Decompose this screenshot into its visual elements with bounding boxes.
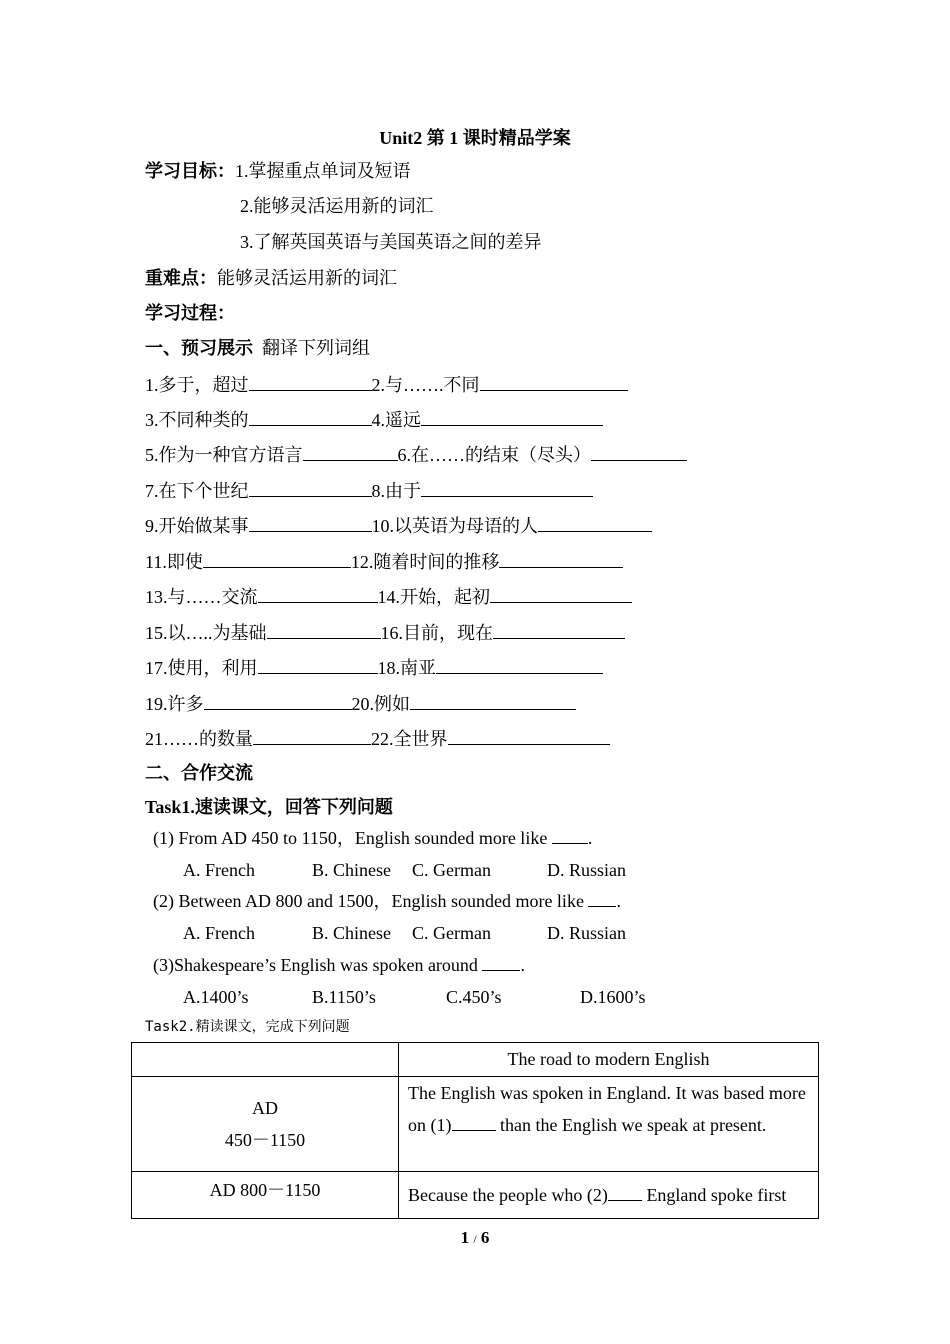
question-text: (3)Shakespeare’s English was spoken around: [153, 955, 483, 975]
answer-blank[interactable]: [249, 372, 372, 391]
answer-blank[interactable]: [482, 954, 520, 971]
process-label: 学习过程：: [145, 303, 235, 323]
table-row: [132, 1077, 819, 1172]
answer-blank[interactable]: [303, 442, 398, 461]
answer-blank[interactable]: [499, 549, 623, 568]
page-total: 6: [480, 1228, 490, 1247]
option[interactable]: C.450’s: [446, 987, 502, 1007]
key-points-text: 能够灵活运用新的词汇: [217, 268, 397, 288]
vocab-row: [145, 372, 628, 396]
question-suffix: .: [616, 891, 621, 911]
question-suffix: .: [587, 828, 593, 848]
objective-item: 2.能够灵活运用新的词汇: [240, 196, 434, 216]
answer-blank[interactable]: [436, 655, 603, 674]
option[interactable]: B. Chinese: [312, 923, 391, 943]
question-2: [153, 890, 621, 912]
answer-blank[interactable]: [253, 726, 371, 745]
vocab-row: [145, 478, 593, 502]
answer-blank[interactable]: [204, 691, 352, 710]
answer-blank[interactable]: [538, 513, 652, 532]
option[interactable]: A. French: [183, 923, 255, 943]
option[interactable]: C. German: [412, 860, 491, 880]
vocab-prompt: 3.不同种类的: [145, 410, 249, 430]
vocab-prompt: 4.遥远: [371, 410, 421, 430]
answer-blank[interactable]: [258, 655, 378, 674]
option[interactable]: D. Russian: [547, 860, 627, 880]
vocab-prompt: 8.由于: [371, 481, 421, 501]
answer-blank[interactable]: [480, 372, 628, 391]
answer-blank[interactable]: [552, 827, 588, 844]
option[interactable]: A. French: [183, 860, 255, 880]
table-cell-text: [399, 1077, 819, 1172]
vocab-prompt: 18.南亚: [377, 658, 436, 678]
option[interactable]: A.1400’s: [183, 987, 249, 1007]
objective-item: 1.掌握重点单词及短语: [235, 161, 411, 181]
option[interactable]: B. Chinese: [312, 860, 391, 880]
option[interactable]: D. Russian: [547, 923, 627, 943]
vocab-row: [145, 726, 610, 750]
answer-blank[interactable]: [267, 620, 381, 639]
vocab-prompt: 22.全世界: [371, 729, 448, 749]
cell-text: than the English we speak at present.: [495, 1115, 767, 1135]
key-points-label: 重难点：: [145, 268, 217, 288]
answer-blank[interactable]: [452, 1114, 496, 1131]
section2-heading: 二、合作交流: [145, 763, 253, 783]
period-line: 450－1150: [224, 1130, 306, 1150]
vocab-prompt: 1.多于，超过: [145, 375, 249, 395]
vocab-row: [145, 655, 603, 679]
page-footer: [0, 1228, 950, 1248]
objectives-line-2: [240, 195, 434, 217]
vocab-row: [145, 620, 625, 644]
objectives-label: 学习目标：: [145, 161, 235, 181]
option[interactable]: B.1150’s: [312, 987, 376, 1007]
section1-heading-line: [145, 337, 370, 359]
answer-blank[interactable]: [588, 890, 616, 907]
answer-blank[interactable]: [410, 691, 576, 710]
vocab-prompt: 20.例如: [351, 694, 410, 714]
vocab-prompt: 14.开始，起初: [377, 587, 490, 607]
table-header-cell: [132, 1043, 399, 1077]
answer-blank[interactable]: [249, 478, 372, 497]
cell-text: Because the people who (2): [408, 1185, 608, 1205]
answer-blank[interactable]: [608, 1184, 642, 1201]
answer-blank[interactable]: [493, 620, 625, 639]
vocab-prompt: 6.在……的结束（尽头）: [397, 445, 591, 465]
vocab-row: [145, 584, 632, 608]
page-separator: /: [473, 1232, 477, 1246]
vocab-row: [145, 549, 623, 573]
vocab-row: [145, 691, 576, 715]
cell-text: England spoke first: [641, 1185, 787, 1205]
question-text: (1) From AD 450 to 1150，English sounded more like: [153, 828, 552, 848]
period-line: AD 800－1150: [209, 1180, 321, 1200]
section1-heading: 一、预习展示: [145, 338, 253, 358]
answer-blank[interactable]: [258, 584, 378, 603]
vocab-prompt: 7.在下个世纪: [145, 481, 249, 501]
question-suffix: .: [520, 955, 525, 975]
vocab-row: [145, 442, 687, 466]
question-text: (2) Between AD 800 and 1500，English sounded more like: [153, 891, 589, 911]
vocab-row: [145, 407, 603, 431]
page-number: 1: [460, 1228, 470, 1247]
answer-blank[interactable]: [421, 478, 593, 497]
question-1: [153, 827, 592, 849]
question-3: [153, 954, 525, 976]
vocab-prompt: 21……的数量: [145, 729, 253, 749]
answer-blank[interactable]: [203, 549, 351, 568]
option[interactable]: C. German: [412, 923, 491, 943]
option[interactable]: D.1600’s: [580, 987, 646, 1007]
answer-blank[interactable]: [249, 407, 372, 426]
vocab-prompt: 12.随着时间的推移: [350, 552, 500, 572]
table-cell-period: [132, 1172, 399, 1219]
vocab-prompt: 9.开始做某事: [145, 516, 249, 536]
vocab-prompt: 2.与…….不同: [371, 375, 480, 395]
vocab-prompt: 17.使用，利用: [145, 658, 258, 678]
objectives-line-1: [145, 160, 411, 182]
vocab-prompt: 13.与……交流: [145, 587, 258, 607]
cell-text: The English was spoken in England. It was based more on (1): [408, 1083, 806, 1135]
table-cell-period: [132, 1077, 399, 1172]
answer-blank[interactable]: [421, 407, 603, 426]
key-points: [145, 267, 397, 289]
vocab-prompt: 10.以英语为母语的人: [371, 516, 538, 536]
table-row: [132, 1172, 819, 1219]
vocab-prompt: 5.作为一种官方语言: [145, 445, 303, 465]
period-line: AD: [252, 1098, 278, 1118]
vocab-prompt: 16.目前，现在: [380, 623, 493, 643]
task2-heading: Task2.精读课文，完成下列问题: [145, 1019, 350, 1035]
vocab-prompt: 15.以…..为基础: [145, 623, 267, 643]
page-title: Unit2 第 1 课时精品学案: [379, 128, 571, 148]
task1-heading: Task1.速读课文，回答下列问题: [145, 797, 393, 817]
table-cell-text: [399, 1172, 819, 1219]
road-table: [131, 1042, 819, 1219]
answer-blank[interactable]: [249, 513, 372, 532]
section1-instruction: 翻译下列词组: [262, 338, 370, 358]
vocab-prompt: 11.即使: [145, 552, 203, 572]
answer-blank[interactable]: [490, 584, 632, 603]
answer-blank[interactable]: [448, 726, 610, 745]
table-header-cell: The road to modern English: [399, 1043, 819, 1077]
answer-blank[interactable]: [591, 442, 687, 461]
vocab-row: [145, 513, 652, 537]
vocab-prompt: 19.许多: [145, 694, 204, 714]
objectives-line-3: [240, 231, 542, 253]
objective-item: 3.了解英国英语与美国英语之间的差异: [240, 232, 542, 252]
table-header-row: [132, 1043, 819, 1077]
